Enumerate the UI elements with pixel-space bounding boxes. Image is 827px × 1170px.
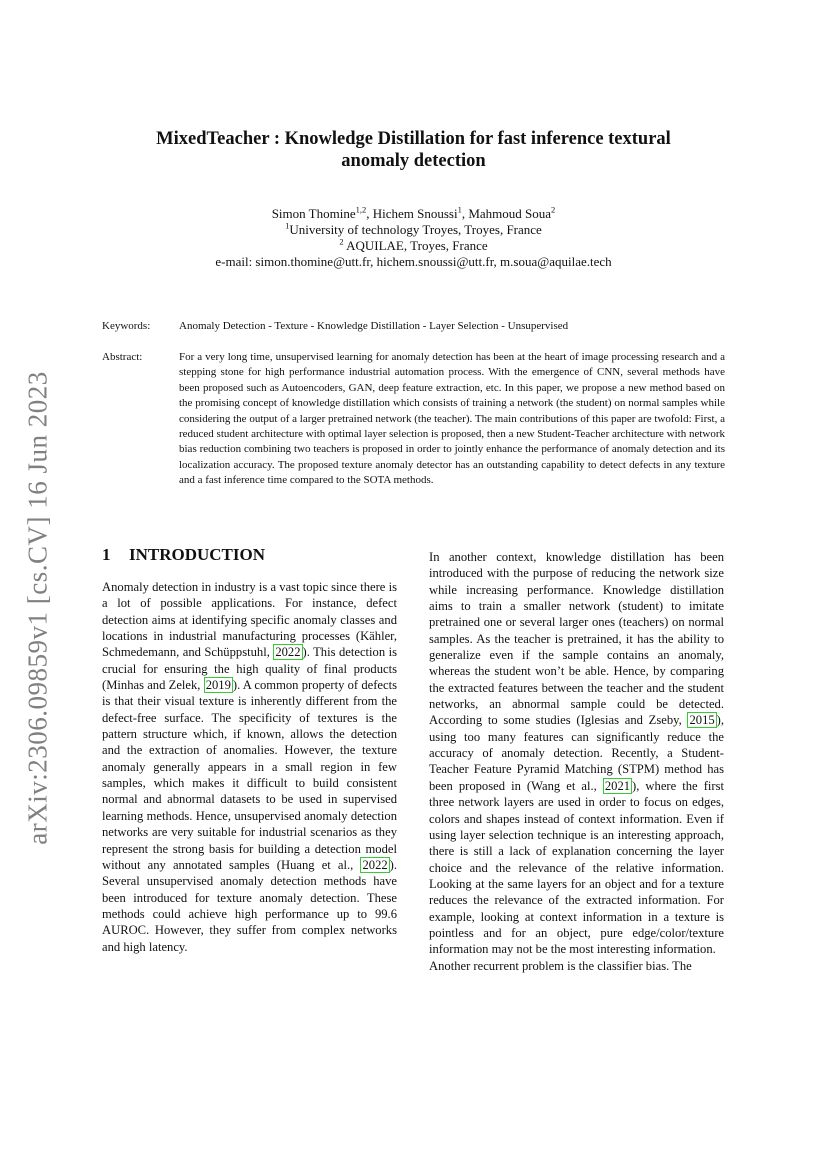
intro-paragraph-3: Another recurrent problem is the classifier bias. The bbox=[429, 958, 692, 973]
left-column bbox=[102, 545, 397, 955]
title-line-2: anomaly detection bbox=[341, 151, 486, 171]
citation-link[interactable]: 2022 bbox=[275, 645, 301, 660]
citation-link[interactable]: 2015 bbox=[689, 713, 715, 728]
title-line-1: MixedTeacher : Knowledge Distillation for fast inference textural bbox=[156, 129, 671, 149]
arxiv-stamp-text: arXiv:2306.09859v1 [cs.CV] 16 Jun 2023 bbox=[22, 370, 53, 845]
section-title: INTRODUCTION bbox=[129, 545, 266, 564]
keywords-label: Keywords: bbox=[102, 320, 151, 332]
keywords-text: Anomaly Detection - Texture - Knowledge Distillation - Layer Selection - Unsupervised bbox=[179, 320, 569, 332]
affiliation-2: $^2$ AQUILAE, Troyes, France bbox=[339, 236, 488, 253]
right-column bbox=[429, 549, 724, 974]
author-emails: e-mail: simon.thomine@utt.fr, hichem.snoussi@utt.fr, m.soua@aquilae.tech bbox=[215, 254, 612, 269]
author-block bbox=[100, 206, 727, 270]
citation-link[interactable]: 2019 bbox=[205, 678, 231, 693]
abstract-label: Abstract: bbox=[102, 351, 143, 363]
intro-paragraph-1: Anomaly detection in industry is a vast topic since there is a lot of possible applications. For instance, defect detection aims at identifying specific anomaly classes and locations in industrial manufacturing processes (Kähler, Schmedemann, and Schüppstuhl, 2022 ). This detection is crucial for ensuring the high quality of final products (Minhas and Zelek, 2019 ). A common property of defects is that their visual texture is inherently different from the defect-free surface. The specificity of textures is the pattern structure which, if known, allows the detection and the extraction of anomalies. However, the texture anomaly generally appears in a small region in few samples, which makes it difficult to build consistent normal and abnormal datasets to be used in supervised learning methods. Hence, unsupervised anomaly detection networks are very suitable for industrial scenarios as they represent the strong basis for building a detection model without any annotated samples (Huang et al., 2022 ). Several unsupervised anomaly detection methods have been introduced for texture anomaly detection. These methods could achieve high performance up to 99.6 AUROC. However, they suffer from complex networks and high latency. bbox=[102, 580, 397, 954]
intro-paragraph-2: In another context, knowledge distillation has been introduced with the purpose of reducing the network size while increasing performance. Knowledge distillation aims to train a smaller network (student) to imitate pretrained one or several larger ones (teachers) on normal samples. As the teacher is pretrained, it has the ability to generalize even if the sample contains an anomaly, whereas the student won’t be able. Hence, by comparing the extracted features between the teacher and the student networks, an abnormal sample could be detected. According to some studies (Iglesias and Zseby, 2015 ), using too many features can significantly reduce the accuracy of anomaly detection. Recently, a Student-Teacher Feature Pyramid Matching (STPM) method has been proposed in (Wang et al., 2021 ), where the first three network layers are used in order to focus on edges, colors and shapes instead of context information. Even if using layer selection technique is an interesting approach, there is still a lack of explanation concerning the layer choice and the relevance of the relative information. Looking at the same layers for an object and for a texture reduces the relevance of the extracted information. For example, looking at context information in a texture is pointless and for an object, pure edge/color/texture information may not be the most interesting information. bbox=[429, 550, 724, 957]
arxiv-stamp bbox=[18, 365, 58, 850]
affiliation-1: $^1$University of technology Troyes, Troyes, France bbox=[285, 220, 542, 237]
abstract-text: For a very long time, unsupervised learning for anomaly detection has been at the heart of image processing research and a stepping stone for high performance industrial automation process. With the emergence of CNN, several methods have been proposed such as Autoencoders, GAN, deep feature extraction, etc. In this paper, we propose a new method based on the promising concept of knowledge distillation which consists of training a network (the student) on normal samples while considering the output of a larger pretrained network (the teacher). The main contributions of this paper are twofold: First, a reduced student architecture with optimal layer selection is proposed, then a new Student-Teacher architecture with network bias reduction combining two teachers is proposed in order to jointly enhance the performance of anomaly detection and its localization accuracy. The proposed texture anomaly detector has an outstanding capability to detect defects in any texture and a fast inference time compared to the SOTA methods. bbox=[179, 351, 725, 487]
paper-title bbox=[100, 128, 727, 172]
citation-link[interactable]: 2021 bbox=[604, 778, 631, 793]
section-heading bbox=[102, 545, 397, 565]
section-number: 1 bbox=[102, 545, 111, 564]
author-names: Simon Thomine$^{1,2}$, Hichem Snoussi$^1$, Mahmoud Soua$^2$ bbox=[271, 204, 556, 221]
citation-link[interactable]: 2022 bbox=[362, 857, 388, 872]
